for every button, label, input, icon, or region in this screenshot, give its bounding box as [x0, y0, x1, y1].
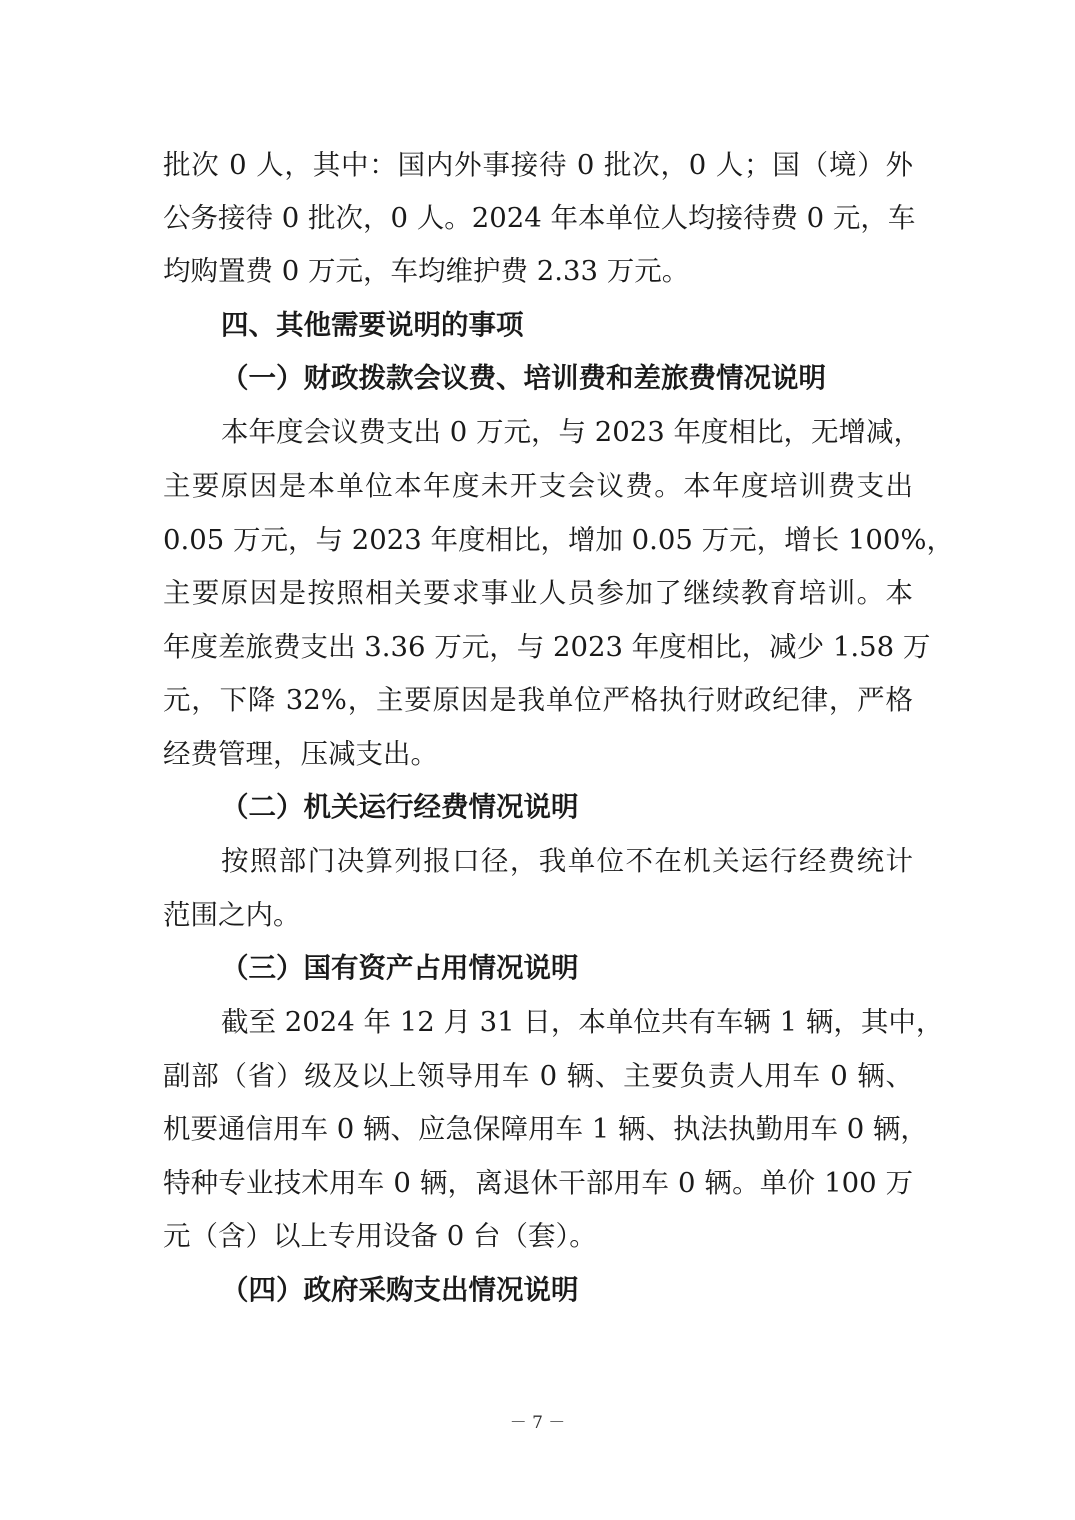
paragraph-line: 公务接待 0 批次，0 人。2024 年本单位人均接待费 0 元，车 — [163, 202, 916, 234]
paragraph-line: 主要原因是按照相关要求事业人员参加了继续教育培训。本 — [163, 577, 913, 609]
subsection-heading-1: （一）财政拨款会议费、培训费和差旅费情况说明 — [221, 362, 826, 394]
paragraph-line: 副部（省）级及以上领导用车 0 辆、主要负责人用车 0 辆、 — [163, 1060, 913, 1092]
paragraph-line: 年度差旅费支出 3.36 万元，与 2023 年度相比，减少 1.58 万 — [163, 631, 931, 663]
subsection-heading-4: （四）政府采购支出情况说明 — [221, 1274, 579, 1306]
paragraph-line: 范围之内。 — [163, 899, 301, 931]
subsection-heading-2: （二）机关运行经费情况说明 — [221, 791, 579, 823]
paragraph-line: 0.05 万元，与 2023 年度相比，增加 0.05 万元，增长 100%， — [163, 524, 955, 556]
paragraph-line: 本年度会议费支出 0 万元，与 2023 年度相比，无增减， — [221, 416, 921, 448]
paragraph-line: 批次 0 人，其中：国内外事接待 0 批次，0 人；国（境）外 — [163, 149, 913, 181]
paragraph-line: 均购置费 0 万元，车均维护费 2.33 万元。 — [163, 255, 690, 287]
paragraph-line: 特种专业技术用车 0 辆，离退休干部用车 0 辆。单价 100 万 — [163, 1167, 913, 1199]
paragraph-line: 经费管理，压减支出。 — [163, 738, 438, 770]
paragraph-line: 主要原因是本单位本年度未开支会议费。本年度培训费支出 — [163, 470, 913, 502]
paragraph-line: 元，下降 32%，主要原因是我单位严格执行财政纪律，严格 — [163, 684, 913, 716]
paragraph-line: 元（含）以上专用设备 0 台（套）。 — [163, 1220, 597, 1252]
subsection-heading-3: （三）国有资产占用情况说明 — [221, 952, 579, 984]
section-heading: 四、其他需要说明的事项 — [221, 309, 524, 341]
page-number: － 7 － — [509, 1413, 566, 1433]
paragraph-line: 机要通信用车 0 辆、应急保障用车 1 辆、执法执勤用车 0 辆， — [163, 1113, 928, 1145]
paragraph-line: 截至 2024 年 12 月 31 日，本单位共有车辆 1 辆，其中， — [221, 1006, 944, 1038]
paragraph-line: 按照部门决算列报口径，我单位不在机关运行经费统计 — [221, 845, 913, 877]
